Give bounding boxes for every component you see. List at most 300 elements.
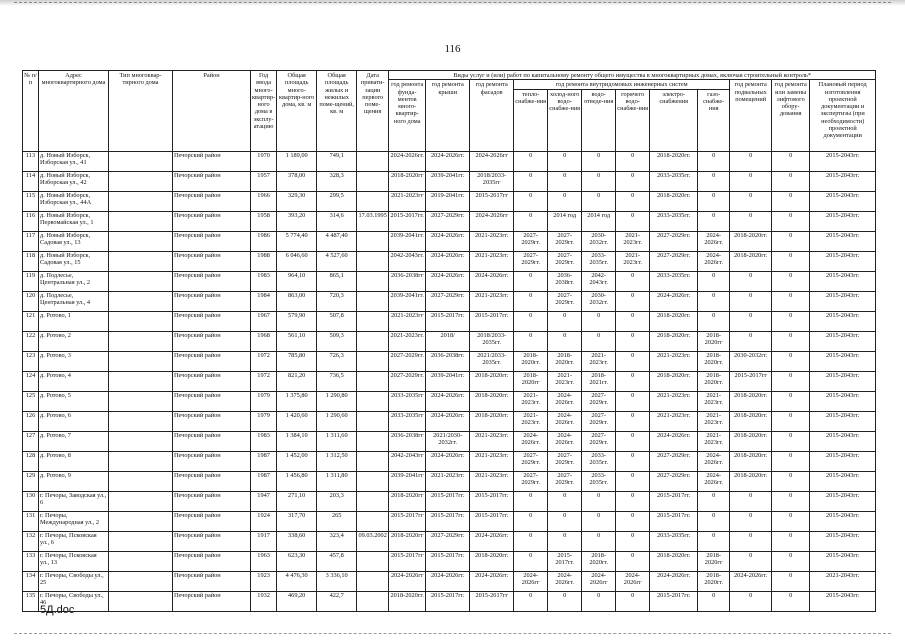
cell-facade: 2018-2020гг. bbox=[470, 551, 514, 571]
cell-privatization-date bbox=[357, 571, 389, 591]
cell-elevator: 0 bbox=[772, 571, 810, 591]
cell-heating: 2018-2020гг bbox=[514, 371, 548, 391]
cell-living-area: 507,8 bbox=[317, 311, 357, 331]
cell-electricity: 2033-2035гг. bbox=[650, 271, 698, 291]
cell-gas: 2024-2026гг. bbox=[698, 471, 730, 491]
cell-foundation: 2015-2017гг bbox=[389, 551, 426, 571]
cell-heating: 0 bbox=[514, 191, 548, 211]
cell-project-docs: 2015-2043гг. bbox=[810, 411, 876, 431]
cell-heating: 0 bbox=[514, 211, 548, 231]
cell-privatization-date bbox=[357, 171, 389, 191]
cell-number: 114 bbox=[23, 171, 39, 191]
cell-foundation: 2021-2023гг bbox=[389, 191, 426, 211]
cell-cold-water: 0 bbox=[548, 171, 582, 191]
cell-elevator: 0 bbox=[772, 291, 810, 311]
cell-address: д. Ротово, 1 bbox=[39, 311, 109, 331]
cell-heating: 2024-2026гг. bbox=[514, 431, 548, 451]
cell-cold-water: 0 bbox=[548, 531, 582, 551]
cell-district: Печорский район bbox=[173, 531, 251, 551]
cell-basement: 2018-2020гг. bbox=[730, 231, 772, 251]
cell-heating: 2027-2029гг. bbox=[514, 451, 548, 471]
cell-year: 1987 bbox=[251, 451, 277, 471]
cell-cold-water: 2027-2029гг. bbox=[548, 251, 582, 271]
cell-number: 128 bbox=[23, 451, 39, 471]
cell-address: д. Новый Изборск, Изборская ул., 42 bbox=[39, 171, 109, 191]
cell-year: 1984 bbox=[251, 291, 277, 311]
cell-address: д. Ротово, 6 bbox=[39, 411, 109, 431]
page-number: 116 bbox=[444, 43, 461, 55]
cell-gas: 2024-2026гг. bbox=[698, 251, 730, 271]
cell-heating: 0 bbox=[514, 331, 548, 351]
col-drainage: водо-отведе-ния bbox=[582, 89, 616, 151]
col-group-services: Виды услуг и (или) работ по капитальному ремонту общего имущества в многоквартирных домах, включая строительный контроль* bbox=[389, 71, 876, 80]
cell-drainage: 2030-2032гг. bbox=[582, 231, 616, 251]
cell-living-area: 4 487,40 bbox=[317, 231, 357, 251]
cell-hot-water: 0 bbox=[616, 351, 650, 371]
cell-foundation: 2018-2020гг bbox=[389, 491, 426, 511]
cell-address: д. Ротово, 2 bbox=[39, 331, 109, 351]
cell-drainage: 2021-2023гг. bbox=[582, 351, 616, 371]
cell-heating: 2021-2023гг. bbox=[514, 391, 548, 411]
table-row bbox=[23, 311, 876, 331]
cell-basement: 2018-2020гг. bbox=[730, 391, 772, 411]
cell-living-area: 509,3 bbox=[317, 331, 357, 351]
cell-electricity: 2027-2029гг. bbox=[650, 451, 698, 471]
cell-foundation: 2021-2023гг bbox=[389, 311, 426, 331]
cell-drainage: 2033-2035гг. bbox=[582, 471, 616, 491]
cell-district: Печорский район bbox=[173, 471, 251, 491]
cell-drainage: 2024-2026гг bbox=[582, 571, 616, 591]
cell-living-area: 457,8 bbox=[317, 551, 357, 571]
cell-facade: 2018-2020гг. bbox=[470, 411, 514, 431]
cell-address: д. Ротово, 4 bbox=[39, 371, 109, 391]
cell-basement: 0 bbox=[730, 491, 772, 511]
cell-roof: 2024-2026гг. bbox=[426, 251, 470, 271]
cell-year: 1963 bbox=[251, 551, 277, 571]
cell-drainage: 0 bbox=[582, 591, 616, 611]
cell-drainage: 2033-2035гг. bbox=[582, 451, 616, 471]
cell-total-area: 1 420,60 bbox=[277, 411, 317, 431]
cell-facade: 2021/2033-2035гг. bbox=[470, 351, 514, 371]
cell-foundation: 2027-2029гг. bbox=[389, 351, 426, 371]
cell-drainage: 2018-2020гг. bbox=[582, 551, 616, 571]
cell-year: 1972 bbox=[251, 351, 277, 371]
cell-hot-water: 0 bbox=[616, 391, 650, 411]
cell-district: Печорский район bbox=[173, 511, 251, 531]
cell-privatization-date bbox=[357, 451, 389, 471]
cell-facade: 2021-2023гг. bbox=[470, 471, 514, 491]
cell-elevator: 0 bbox=[772, 551, 810, 571]
col-hot-water: горячего водо-снабже-ния bbox=[616, 89, 650, 151]
cell-electricity: 2033-2035гг. bbox=[650, 531, 698, 551]
table-row bbox=[23, 331, 876, 351]
cell-basement: 2030-2032гг. bbox=[730, 351, 772, 371]
cell-house-type bbox=[109, 471, 173, 491]
col-living-area: Общая площадь жилых и нежилых поме-щений, кв. м bbox=[317, 71, 357, 152]
cell-number: 120 bbox=[23, 291, 39, 311]
cell-gas: 2018-2020гг bbox=[698, 331, 730, 351]
cell-drainage: 0 bbox=[582, 171, 616, 191]
cell-house-type bbox=[109, 291, 173, 311]
scan-edge bbox=[0, 0, 905, 6]
cell-address: г. Печоры, Псковская ул., 6 bbox=[39, 531, 109, 551]
cell-foundation: 2024-2026гг bbox=[389, 571, 426, 591]
cell-privatization-date bbox=[357, 591, 389, 611]
cell-roof: 2039-2041гг. bbox=[426, 171, 470, 191]
cell-district: Печорский район bbox=[173, 551, 251, 571]
cell-roof: 2027-2029гг. bbox=[426, 531, 470, 551]
cell-heating: 2021-2023гг. bbox=[514, 411, 548, 431]
cell-facade: 2021-2023гг. bbox=[470, 231, 514, 251]
cell-electricity: 2015-2017гг. bbox=[650, 491, 698, 511]
cell-facade: 2024-2026гг. bbox=[470, 571, 514, 591]
cell-year: 1983 bbox=[251, 431, 277, 451]
cell-roof: 2027-2029гг. bbox=[426, 211, 470, 231]
cell-facade: 2024-2026гг bbox=[470, 151, 514, 171]
cell-drainage: 0 bbox=[582, 531, 616, 551]
cell-house-type bbox=[109, 151, 173, 171]
cell-basement: 0 bbox=[730, 191, 772, 211]
cell-project-docs: 2015-2043гг. bbox=[810, 171, 876, 191]
cell-electricity: 2033-2035гг. bbox=[650, 171, 698, 191]
cell-number: 134 bbox=[23, 571, 39, 591]
col-elevator: год ремонта или замены лифтового обору-дования bbox=[772, 80, 810, 151]
cell-foundation: 2033-2035гг bbox=[389, 391, 426, 411]
cell-district: Печорский район bbox=[173, 151, 251, 171]
cell-heating: 2024-2026гг bbox=[514, 571, 548, 591]
cell-elevator: 0 bbox=[772, 331, 810, 351]
cell-number: 115 bbox=[23, 191, 39, 211]
cell-house-type bbox=[109, 371, 173, 391]
cell-district: Печорский район bbox=[173, 311, 251, 331]
cell-facade: 2021-2023гг. bbox=[470, 251, 514, 271]
cell-roof: 2024-2026гг. bbox=[426, 151, 470, 171]
cell-drainage: 0 bbox=[582, 311, 616, 331]
cell-roof: 2021/2030-2032гг. bbox=[426, 431, 470, 451]
cell-elevator: 0 bbox=[772, 411, 810, 431]
cell-total-area: 1 375,80 bbox=[277, 391, 317, 411]
cell-gas: 0 bbox=[698, 591, 730, 611]
cell-cold-water: 2027-2029гг. bbox=[548, 291, 582, 311]
cell-roof: 2015-2017гг. bbox=[426, 511, 470, 531]
cell-address: г. Печоры, Свободы ул., 46 bbox=[39, 591, 109, 611]
cell-electricity: 2018-2020гг. bbox=[650, 151, 698, 171]
cell-gas: 2021-2023гг. bbox=[698, 411, 730, 431]
col-electricity: электро-снабжения bbox=[650, 89, 698, 151]
cell-roof: 2036-2038гг. bbox=[426, 351, 470, 371]
cell-electricity: 2021-2023гг. bbox=[650, 391, 698, 411]
cell-year: 1983 bbox=[251, 271, 277, 291]
cell-cold-water: 2014 год bbox=[548, 211, 582, 231]
cell-total-area: 338,60 bbox=[277, 531, 317, 551]
cell-project-docs: 2015-2043гг. bbox=[810, 511, 876, 531]
table-row bbox=[23, 231, 876, 251]
cell-basement: 2024-2026гг. bbox=[730, 571, 772, 591]
cell-hot-water: 0 bbox=[616, 431, 650, 451]
cell-privatization-date: 17.03.1995 bbox=[357, 211, 389, 231]
capital-repair-table bbox=[22, 70, 876, 612]
cell-elevator: 0 bbox=[772, 351, 810, 371]
cell-electricity: 2018-2020гг. bbox=[650, 311, 698, 331]
cell-gas: 2024-2026гг. bbox=[698, 231, 730, 251]
bottom-dashed-border bbox=[14, 633, 891, 634]
cell-living-area: 726,3 bbox=[317, 351, 357, 371]
cell-heating: 2027-2029гг. bbox=[514, 471, 548, 491]
cell-year: 1924 bbox=[251, 511, 277, 531]
cell-project-docs: 2015-2043гг. bbox=[810, 211, 876, 231]
cell-hot-water: 0 bbox=[616, 271, 650, 291]
cell-number: 129 bbox=[23, 471, 39, 491]
cell-privatization-date bbox=[357, 271, 389, 291]
cell-electricity: 2033-2035гг. bbox=[650, 211, 698, 231]
cell-roof: 2024-2026гг. bbox=[426, 271, 470, 291]
cell-project-docs: 2015-2043гг. bbox=[810, 431, 876, 451]
cell-address: д. Ротово, 5 bbox=[39, 391, 109, 411]
cell-gas: 2021-2023гг. bbox=[698, 431, 730, 451]
cell-district: Печорский район bbox=[173, 371, 251, 391]
cell-district: Печорский район bbox=[173, 431, 251, 451]
cell-address: д. Новый Изборск, Изборская ул., 44А bbox=[39, 191, 109, 211]
cell-privatization-date bbox=[357, 351, 389, 371]
table-row bbox=[23, 591, 876, 611]
cell-district: Печорский район bbox=[173, 591, 251, 611]
col-foundation: год ремонта фунда-ментов много-квартир-ного дома bbox=[389, 80, 426, 151]
footer-filename: 5Д.doc bbox=[40, 604, 75, 616]
cell-address: д. Ротово, 8 bbox=[39, 451, 109, 471]
cell-gas: 2018-2020гг. bbox=[698, 571, 730, 591]
col-group-engineering: год ремонта внутридомовых инженерных систем bbox=[514, 80, 730, 89]
cell-year: 1958 bbox=[251, 211, 277, 231]
cell-hot-water: 0 bbox=[616, 291, 650, 311]
cell-privatization-date bbox=[357, 231, 389, 251]
cell-foundation: 2015-2017гг. bbox=[389, 211, 426, 231]
col-address: Адрес многоквартирного дома bbox=[39, 71, 109, 152]
cell-roof: 2027-2029гг. bbox=[426, 291, 470, 311]
cell-cold-water: 0 bbox=[548, 331, 582, 351]
cell-roof: 2015-2017гг. bbox=[426, 491, 470, 511]
cell-year: 1957 bbox=[251, 171, 277, 191]
cell-total-area: 393,20 bbox=[277, 211, 317, 231]
cell-electricity: 2021-2023гг. bbox=[650, 351, 698, 371]
cell-heating: 2027-2029гг. bbox=[514, 231, 548, 251]
cell-drainage: 2014 год bbox=[582, 211, 616, 231]
cell-drainage: 0 bbox=[582, 331, 616, 351]
table-body bbox=[23, 151, 876, 611]
cell-privatization-date bbox=[357, 251, 389, 271]
cell-roof: 2015-2017гг. bbox=[426, 311, 470, 331]
cell-elevator: 0 bbox=[772, 151, 810, 171]
cell-basement: 2018-2020гг. bbox=[730, 471, 772, 491]
cell-project-docs: 2015-2043гг. bbox=[810, 491, 876, 511]
cell-cold-water: 0 bbox=[548, 591, 582, 611]
cell-house-type bbox=[109, 551, 173, 571]
cell-total-area: 6 046,60 bbox=[277, 251, 317, 271]
cell-living-area: 865,1 bbox=[317, 271, 357, 291]
cell-heating: 0 bbox=[514, 311, 548, 331]
cell-total-area: 271,10 bbox=[277, 491, 317, 511]
cell-cold-water: 2024-2026гг. bbox=[548, 571, 582, 591]
cell-foundation: 2039-2041гг bbox=[389, 471, 426, 491]
cell-year: 1988 bbox=[251, 251, 277, 271]
cell-facade: 2024-2026гг. bbox=[470, 271, 514, 291]
cell-electricity: 2015-2017гг. bbox=[650, 591, 698, 611]
cell-heating: 0 bbox=[514, 551, 548, 571]
cell-year: 1986 bbox=[251, 231, 277, 251]
cell-elevator: 0 bbox=[772, 491, 810, 511]
cell-living-area: 422,7 bbox=[317, 591, 357, 611]
cell-address: д. Ротово, 3 bbox=[39, 351, 109, 371]
cell-basement: 2018-2020гг. bbox=[730, 411, 772, 431]
table-row bbox=[23, 271, 876, 291]
cell-electricity: 2018-2020гг. bbox=[650, 551, 698, 571]
cell-hot-water: 0 bbox=[616, 311, 650, 331]
cell-living-area: 749,1 bbox=[317, 151, 357, 171]
cell-district: Печорский район bbox=[173, 391, 251, 411]
cell-project-docs: 2015-2043гг. bbox=[810, 251, 876, 271]
cell-year: 1967 bbox=[251, 311, 277, 331]
cell-number: 116 bbox=[23, 211, 39, 231]
cell-drainage: 2033-2035гг. bbox=[582, 251, 616, 271]
cell-facade: 2024-2026гг bbox=[470, 211, 514, 231]
cell-living-area: 1 290,60 bbox=[317, 411, 357, 431]
cell-elevator: 0 bbox=[772, 251, 810, 271]
cell-heating: 0 bbox=[514, 171, 548, 191]
cell-hot-water: 0 bbox=[616, 491, 650, 511]
cell-privatization-date bbox=[357, 191, 389, 211]
cell-number: 127 bbox=[23, 431, 39, 451]
col-basement: год ремонта подвальных помещений bbox=[730, 80, 772, 151]
cell-house-type bbox=[109, 251, 173, 271]
table-row bbox=[23, 351, 876, 371]
cell-district: Печорский район bbox=[173, 251, 251, 271]
cell-number: 133 bbox=[23, 551, 39, 571]
cell-year: 1917 bbox=[251, 531, 277, 551]
cell-gas: 0 bbox=[698, 191, 730, 211]
cell-facade: 2015-2017гг bbox=[470, 591, 514, 611]
cell-district: Печорский район bbox=[173, 411, 251, 431]
cell-year: 1947 bbox=[251, 491, 277, 511]
cell-year: 1968 bbox=[251, 331, 277, 351]
cell-address: г. Печоры, Заводская ул., 6 bbox=[39, 491, 109, 511]
cell-living-area: 3 336,10 bbox=[317, 571, 357, 591]
cell-elevator: 0 bbox=[772, 371, 810, 391]
cell-total-area: 378,00 bbox=[277, 171, 317, 191]
cell-elevator: 0 bbox=[772, 391, 810, 411]
cell-year: 1987 bbox=[251, 471, 277, 491]
cell-foundation: 2018-2020гг bbox=[389, 531, 426, 551]
cell-house-type bbox=[109, 451, 173, 471]
cell-number: 118 bbox=[23, 251, 39, 271]
cell-number: 125 bbox=[23, 391, 39, 411]
cell-basement: 2018-2020гг. bbox=[730, 431, 772, 451]
table-row bbox=[23, 511, 876, 531]
cell-elevator: 0 bbox=[772, 431, 810, 451]
cell-living-area: 720,3 bbox=[317, 291, 357, 311]
cell-district: Печорский район bbox=[173, 231, 251, 251]
cell-project-docs: 2015-2043гг. bbox=[810, 531, 876, 551]
cell-foundation: 2015-2017гг bbox=[389, 511, 426, 531]
cell-basement: 0 bbox=[730, 171, 772, 191]
cell-house-type bbox=[109, 411, 173, 431]
cell-drainage: 0 bbox=[582, 491, 616, 511]
cell-facade: 2015-2017гг bbox=[470, 191, 514, 211]
cell-cold-water: 2024-2026гг. bbox=[548, 431, 582, 451]
cell-elevator: 0 bbox=[772, 591, 810, 611]
cell-house-type bbox=[109, 171, 173, 191]
cell-district: Печорский район bbox=[173, 351, 251, 371]
cell-drainage: 0 bbox=[582, 511, 616, 531]
cell-cold-water: 2018-2020гг. bbox=[548, 351, 582, 371]
cell-project-docs: 2015-2043гг. bbox=[810, 191, 876, 211]
cell-privatization-date bbox=[357, 371, 389, 391]
cell-basement: 2018-2020гг. bbox=[730, 251, 772, 271]
cell-basement: 0 bbox=[730, 331, 772, 351]
cell-year: 1979 bbox=[251, 411, 277, 431]
cell-facade: 2018/2033-2035гг bbox=[470, 171, 514, 191]
cell-privatization-date bbox=[357, 331, 389, 351]
cell-privatization-date bbox=[357, 491, 389, 511]
cell-project-docs: 2015-2043гг. bbox=[810, 271, 876, 291]
cell-total-area: 561,10 bbox=[277, 331, 317, 351]
cell-project-docs: 2015-2043гг. bbox=[810, 231, 876, 251]
cell-hot-water: 2021-2023гг. bbox=[616, 231, 650, 251]
cell-address: г. Печоры, Псковская ул., 13 bbox=[39, 551, 109, 571]
cell-hot-water: 0 bbox=[616, 371, 650, 391]
cell-address: г. Печоры, Свободы ул., 25 bbox=[39, 571, 109, 591]
cell-living-area: 1 311,60 bbox=[317, 431, 357, 451]
cell-cold-water: 0 bbox=[548, 511, 582, 531]
cell-total-area: 5 774,40 bbox=[277, 231, 317, 251]
cell-privatization-date bbox=[357, 151, 389, 171]
cell-hot-water: 0 bbox=[616, 471, 650, 491]
cell-basement: 0 bbox=[730, 531, 772, 551]
cell-facade: 2021-2023гг. bbox=[470, 431, 514, 451]
cell-cold-water: 2021-2023гг. bbox=[548, 371, 582, 391]
cell-total-area: 785,80 bbox=[277, 351, 317, 371]
cell-basement: 2018-2020гг. bbox=[730, 451, 772, 471]
cell-foundation: 2042-2043гг bbox=[389, 451, 426, 471]
table-row bbox=[23, 191, 876, 211]
cell-total-area: 1 452,00 bbox=[277, 451, 317, 471]
cell-address: д. Ротово, 9 bbox=[39, 471, 109, 491]
cell-electricity: 2027-2029гг. bbox=[650, 251, 698, 271]
cell-facade: 2021-2023гг. bbox=[470, 291, 514, 311]
cell-electricity: 2021-2023гг. bbox=[650, 411, 698, 431]
cell-project-docs: 2015-2043гг. bbox=[810, 471, 876, 491]
cell-total-area: 579,90 bbox=[277, 311, 317, 331]
cell-living-area: 1 312,50 bbox=[317, 451, 357, 471]
cell-hot-water: 0 bbox=[616, 551, 650, 571]
cell-hot-water: 0 bbox=[616, 451, 650, 471]
table-row bbox=[23, 171, 876, 191]
cell-facade: 2024-2026гг. bbox=[470, 531, 514, 551]
cell-electricity: 2024-2026гг. bbox=[650, 291, 698, 311]
col-year: Год ввода много-квартир-ного дома в эксплу-атацию bbox=[251, 71, 277, 152]
cell-district: Печорский район bbox=[173, 331, 251, 351]
cell-address: д. Новый Изборск, Садовая ул., 13 bbox=[39, 231, 109, 251]
cell-electricity: 2024-2026гг. bbox=[650, 431, 698, 451]
cell-house-type bbox=[109, 571, 173, 591]
cell-heating: 0 bbox=[514, 291, 548, 311]
table-row bbox=[23, 431, 876, 451]
cell-number: 113 bbox=[23, 151, 39, 171]
cell-roof: 2024-2026гг. bbox=[426, 451, 470, 471]
cell-foundation: 2018-2020гг. bbox=[389, 591, 426, 611]
cell-basement: 2015-2017гг bbox=[730, 371, 772, 391]
cell-heating: 0 bbox=[514, 151, 548, 171]
cell-gas: 0 bbox=[698, 211, 730, 231]
cell-elevator: 0 bbox=[772, 451, 810, 471]
